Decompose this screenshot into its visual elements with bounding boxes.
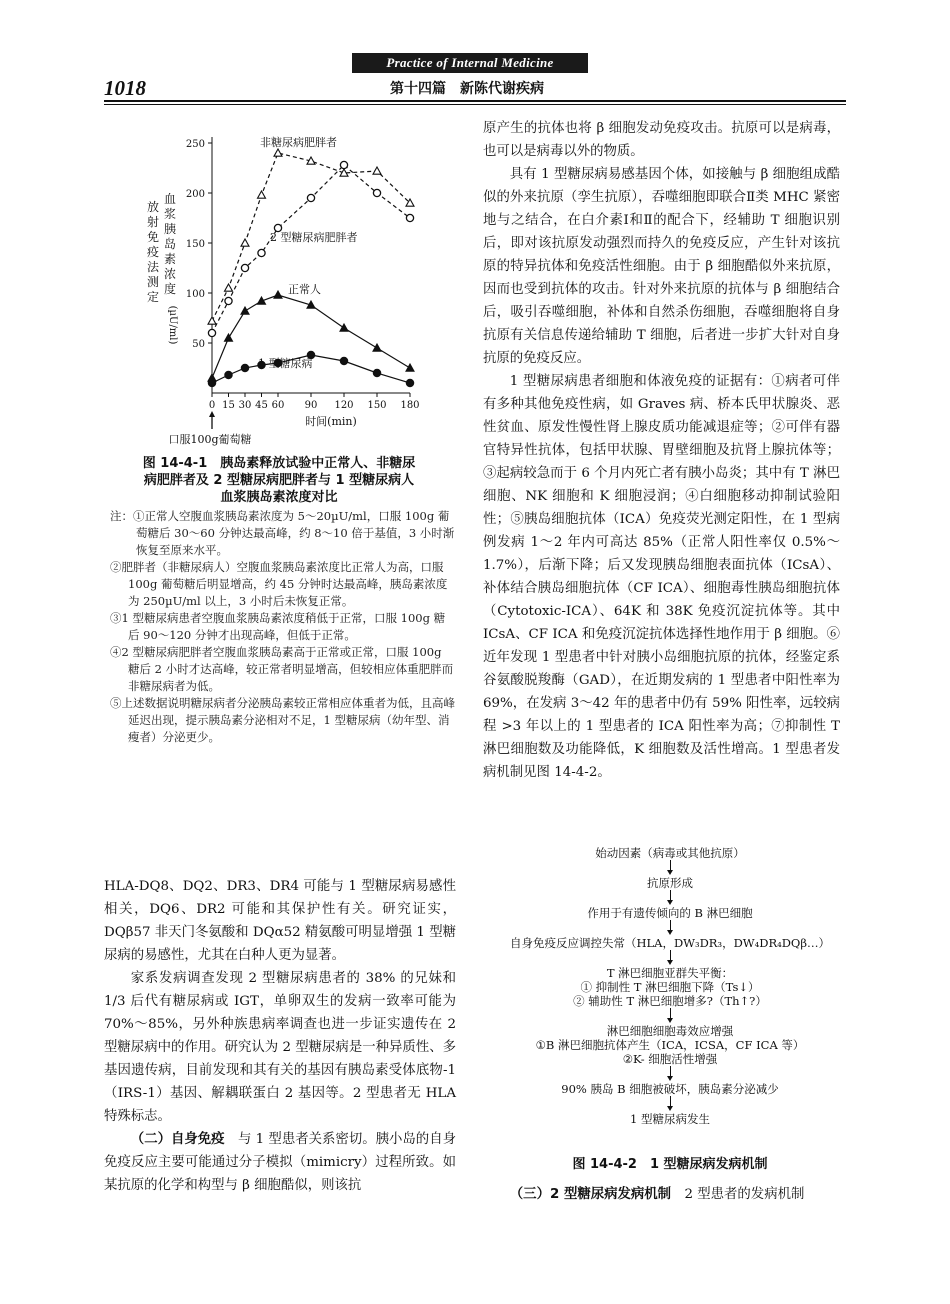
- y-axis-label-char: 血: [163, 192, 177, 206]
- data-point: [225, 284, 233, 291]
- data-point: [373, 189, 380, 196]
- y-axis-unit: (µU/ml): [167, 305, 178, 345]
- section-title: 第十四篇 新陈代谢疾病: [390, 81, 544, 97]
- header-rule: [104, 100, 846, 102]
- x-tick-label: 60: [271, 400, 285, 411]
- data-point: [241, 264, 248, 271]
- x-axis-label: 时间(min): [305, 415, 357, 428]
- page-number: 1018: [104, 76, 146, 100]
- y-axis-label-char: 免: [146, 230, 160, 244]
- flow-step: 淋巴细胞细胞毒效应增强: [606, 1024, 734, 1038]
- figure-notes: [110, 508, 455, 746]
- figure-note: ②肥胖者（非糖尿病人）空腹血浆胰岛素浓度比正常人为高，口服 100g 葡萄糖后明显增高，约 45 分钟时达最高峰，胰岛素浓度为 250µU/ml 以上，3 小时后未恢复正常。: [110, 560, 448, 608]
- y-axis-label-char: 胰: [163, 222, 177, 236]
- flow-step: 作用于有遗传倾向的 B 淋巴细胞: [587, 906, 753, 920]
- data-point: [340, 161, 347, 168]
- y-tick-label: 50: [192, 339, 205, 350]
- y-axis-label-char: 度: [163, 282, 177, 296]
- annotation-label: 口服100g葡萄糖: [168, 433, 252, 446]
- y-axis-label-char: 浓: [163, 267, 177, 281]
- y-axis-label-char: 岛: [163, 237, 177, 251]
- down-arrow-icon: [500, 890, 840, 906]
- down-arrow-icon: [500, 860, 840, 876]
- flow-step: ②K- 细胞活性增强: [622, 1052, 718, 1066]
- paragraph: 1 型糖尿病患者细胞和体液免疫的证据有：①病者可伴有多种其他免疫性病，如 Graves 病、桥本氏甲状腺炎、恶性贫血、原发性慢性肾上腺皮质功能减退症等；②可伴有器官特异性抗体，包括甲状腺、胃壁细胞及抗肾上腺抗体等；③起病较急而于 6 个月内死亡者有胰小岛炎；其中有 T 淋巴细胞、NK 细胞和 K 细胞浸润；④白细胞移动抑制试验阳性；⑤胰岛细胞抗体（ICA）免疫荧光测定阳性，在 1 型病例发病 1～2 年内可高达 85%（正常人阳性率仅 0.5%～1.7%），后渐下降；后又发现胰岛细胞表面抗体（ICsA）、补体结合胰岛细胞抗体（CF ICA）、细胞毒性胰岛细胞抗体（Cytotoxic-ICA）、64K 和 38K 免疫沉淀抗体等。其中 ICsA、CF ICA 和免疫沉淀抗体选择性地作用于 β 细胞。⑥近年发现 1 型患者中针对胰小岛细胞抗原的抗体，经鉴定系谷氨酸脱羧酶（GAD），在近期发病的 1 型患者中阳性率为 69%，在发病 3～42 年的患者中仍有 59% 阳性率，远较病程 >3 年以上的 1 型患者的 ICA 阳性率为高；⑦抑制性 T 淋巴细胞数及功能降低，K 细胞数及活性增高。1 型患者发病机制见图 14-4-2。: [483, 374, 840, 780]
- y-axis-label-char: 素: [163, 252, 177, 266]
- data-point: [225, 334, 233, 341]
- data-point: [373, 369, 380, 376]
- x-tick-label: 150: [367, 400, 387, 411]
- data-point: [406, 214, 413, 221]
- data-point: [208, 329, 215, 336]
- data-point: [208, 379, 215, 386]
- data-point: [340, 357, 347, 364]
- data-point: [241, 307, 249, 314]
- paragraph-text: 与 1 型患者关系密切。胰小岛的自身免疫反应主要可能通过分子模拟（mimicry）过程所致。如某抗原的化学和构型与 β 细胞酷似，则该抗: [104, 1132, 456, 1193]
- series-label: 正常人: [288, 283, 321, 296]
- data-point: [208, 317, 216, 324]
- flowchart-caption: 图 14-4-2 1 型糖尿病发病机制: [572, 1157, 768, 1172]
- data-point: [258, 249, 265, 256]
- figure-note: 注：①正常人空腹血浆胰岛素浓度为 5～20µU/ml，口服 100g 葡萄糖后 30～60 分钟达最高峰，约 8～10 倍于基值，3 小时渐恢复至原来水平。: [110, 509, 455, 557]
- y-axis-label-char: 测: [146, 275, 160, 289]
- down-arrow-icon: [500, 1008, 840, 1024]
- insulin-release-chart: [140, 125, 440, 447]
- flow-step: 1 型糖尿病发生: [630, 1112, 710, 1126]
- y-axis-label-char: 浆: [163, 207, 177, 221]
- right-column: [483, 117, 840, 784]
- data-point: [274, 149, 282, 156]
- down-arrow-icon: [500, 950, 840, 966]
- pathogenesis-flowchart: [500, 846, 840, 1126]
- down-arrow-icon: [500, 1066, 840, 1082]
- y-axis-label-char: 法: [146, 260, 160, 274]
- y-tick-label: 150: [185, 239, 205, 250]
- series-label: 2 型糖尿病肥胖者: [270, 231, 358, 244]
- figure-caption: [104, 455, 454, 506]
- flow-step: ② 辅助性 T 淋巴细胞增多?（Th↑?）: [573, 994, 767, 1008]
- data-point: [241, 364, 248, 371]
- paragraph: [104, 1128, 456, 1197]
- data-point: [258, 191, 266, 198]
- data-point: [406, 379, 413, 386]
- header-rule-thin: [104, 104, 846, 105]
- y-axis-label-char: 放: [146, 200, 160, 214]
- y-tick-label: 100: [185, 289, 205, 300]
- y-axis-label-char: 疫: [146, 245, 160, 259]
- down-arrow-icon: [500, 1096, 840, 1112]
- data-point: [373, 344, 381, 351]
- data-point: [340, 324, 348, 331]
- data-point: [274, 291, 282, 298]
- figure-caption-line: 图 14-4-1 胰岛素释放试验中正常人、非糖尿: [142, 456, 416, 471]
- y-tick-label: 250: [185, 139, 205, 150]
- figure-caption-line: 血浆胰岛素浓度对比: [220, 490, 338, 505]
- paragraph: 原产生的抗体也将 β 细胞发动免疫攻击。抗原可以是病毒，也可以是病毒以外的物质。: [483, 121, 840, 159]
- data-point: [225, 297, 232, 304]
- down-arrow-icon: [500, 920, 840, 936]
- flow-step: 90% 胰岛 B 细胞被破坏，胰岛素分泌减少: [561, 1082, 779, 1096]
- paragraph: [483, 1183, 840, 1206]
- journal-banner: Practice of Internal Medicine: [352, 53, 588, 73]
- data-point: [406, 364, 414, 371]
- y-axis-label-char: 射: [146, 215, 160, 229]
- x-tick-label: 90: [304, 400, 318, 411]
- data-point: [225, 371, 232, 378]
- flow-step: 自身免疫反应调控失常（HLA，DW₃DR₃，DW₄DR₄DQβ…）: [509, 936, 831, 950]
- figure-note: ③1 型糖尿病患者空腹血浆胰岛素浓度稍低于正常，口服 100g 糖后 90～120 分钟才出现高峰，但低于正常。: [110, 611, 446, 642]
- y-tick-label: 200: [185, 189, 205, 200]
- x-tick-label: 30: [238, 400, 252, 411]
- x-tick-label: 120: [334, 400, 354, 411]
- series-label: 非糖尿病肥胖者: [260, 136, 337, 149]
- figure-note: ⑤上述数据说明糖尿病者分泌胰岛素较正常相应体重者为低，且高峰延迟出现，提示胰岛素分泌相对不足，1 型糖尿病（幼年型、消瘦者）分泌更少。: [110, 696, 455, 744]
- figure-note: ④2 型糖尿病肥胖者空腹血浆胰岛素高于正常或正常，口服 100g 糖后 2 小时才达高峰，较正常者明显增高，但较相应体重肥胖而非糖尿病者为低。: [110, 645, 454, 693]
- flow-step: 抗原形成: [647, 876, 693, 890]
- y-axis-label-char: 定: [146, 290, 160, 304]
- paragraph: 家系发病调查发现 2 型糖尿病患者的 38% 的兄妹和 1/3 后代有糖尿病或 IGT，单卵双生的发病一致率可能为 70%～85%，另外种族患病率调查也进一步证实遗传在 2 型糖尿病中的作用。研究认为 2 型糖尿病是一种异质性、多基因遗传病，目前发现和其有关的基因有胰岛素受体底物-1（IRS-1）基因、解耦联蛋白 2 基因等。2 型患者无 HLA 特殊标志。: [104, 971, 456, 1124]
- x-tick-label: 0: [208, 400, 216, 411]
- flow-step: ①B 淋巴细胞抗体产生（ICA，ICSA，CF ICA 等）: [535, 1038, 805, 1052]
- flow-step: 始动因素（病毒或其他抗原）: [595, 846, 745, 860]
- paragraph: 具有 1 型糖尿病易感基因个体，如接触与 β 细胞组成酷似的外来抗原（孪生抗原），吞噬细胞即联合Ⅱ类 MHC 紧密地与之结合，在白介素Ⅰ和Ⅱ的配合下，经辅助 T 细胞识别后，即对该抗原发动强烈而持久的免疫反应，产生针对该抗原的特异抗体和免疫活性细胞。由于 β 细胞酷似外来抗原，因而也受到抗体的攻击。针对外来抗原的抗体与 β 细胞结合后，吸引吞噬细胞，补体和自然杀伤细胞，吞噬细胞将自身抗原有关信息传递给辅助 T 细胞，后者进一步扩大针对自身抗原的免疫反应。: [483, 167, 840, 366]
- right-column-bottom: [483, 1183, 840, 1206]
- x-tick-label: 45: [255, 400, 268, 411]
- flow-step: ① 抑制性 T 淋巴细胞下降（Ts↓）: [580, 980, 760, 994]
- left-column: [104, 875, 456, 1197]
- paragraph-text: 2 型患者的发病机制: [671, 1187, 805, 1202]
- subsection-heading: （二）自身免疫: [130, 1132, 225, 1147]
- data-point: [307, 194, 314, 201]
- x-tick-label: 15: [222, 400, 235, 411]
- figure-caption-line: 病肥胖者及 2 型糖尿病肥胖者与 1 型糖尿病人: [143, 473, 415, 488]
- series-label: 1 型糖尿病: [258, 357, 313, 370]
- data-point: [241, 239, 249, 246]
- x-tick-label: 180: [400, 400, 420, 411]
- up-arrow-icon: [209, 411, 215, 417]
- paragraph: HLA-DQ8、DQ2、DR3、DR4 可能与 1 型糖尿病易感性相关，DQ6、DR2 可能和其保护性有关。研究证实，DQβ57 非天门冬氨酸和 DQα52 精氨酸可明显增强 1 型糖尿病的易感性，尤其在白种人更为显著。: [104, 879, 456, 963]
- subsection-heading: （三）2 型糖尿病发病机制: [509, 1187, 672, 1202]
- flow-step: T 淋巴细胞亚群失平衡：: [606, 966, 734, 980]
